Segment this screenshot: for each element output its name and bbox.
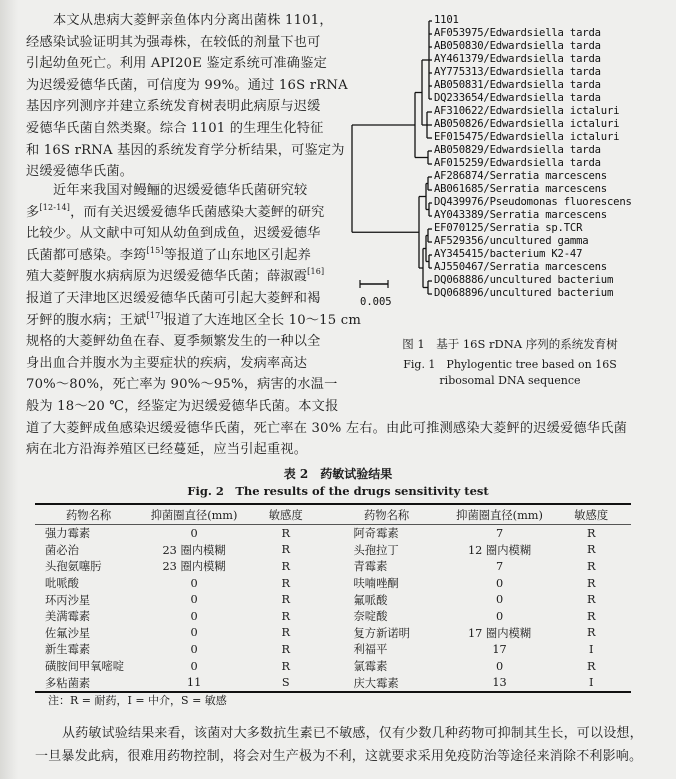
cell-drug-name: 青霉素 [353,560,388,574]
cell-drug-name: 氯霉素 [353,660,388,674]
text-span: 报道了大连地区全长 10～15 cm [163,312,362,328]
table-title-cn: 表 2 药敏试验结果 [283,467,393,481]
cell-drug-name: 呋喃唑酮 [353,577,399,591]
text-line: 迟缓爱德华氏菌。 [26,164,134,180]
text-line: 报道了天津地区迟缓爱德华氏菌可引起大菱鲆和褐 [26,290,321,306]
cell-sensitivity: R [281,526,290,540]
tree-leaf-label: DQ068886/uncultured bacterium [434,274,614,286]
text-line: 身出血合并腹水为主要症状的疾病，发病率高达 [26,355,308,371]
cell-drug-name: 庆大霉素 [325,674,447,692]
cell-sensitivity: R [281,626,290,640]
tree-leaf-label: AF015259/Edwardsiella tarda [434,157,601,169]
cell-sensitivity: R [281,559,290,573]
table-row [35,525,631,542]
text-span: 牙鲆的腹水病；王斌 [26,312,147,328]
text-span: 氏菌都可感染。李筠 [26,247,147,263]
citation-ref[interactable]: [12-14] [39,202,71,212]
scale-bar-label: 0.005 [360,296,392,308]
cell-diameter: 23 圈内模糊 [162,543,226,557]
text-line: 70%～80%，死亡率为 90%～95%，病害的水温一 [26,377,338,393]
drug-sensitivity-table [35,503,631,693]
cell-diameter: 0 [495,609,504,623]
col-header-drug: 药物名称 [325,504,447,525]
cell-sensitivity: R [281,576,290,590]
cell-drug-name: 头孢拉丁 [353,543,399,557]
table-row [35,641,631,658]
table-row [35,625,631,642]
text-span: 等报道了山东地区引起养 [163,247,311,263]
cell-drug-name: 奈啶酸 [353,610,388,624]
cell-diameter: 17 [492,642,507,656]
tree-leaf-label: DQ068896/uncultured bacterium [434,287,614,299]
cell-sensitivity: R [586,576,596,590]
tree-leaf-label: AF286874/Serratia marcescens [434,170,607,182]
paragraph-conclusion [35,722,665,768]
tree-leaf-label: 1101 [434,14,459,26]
citation-ref[interactable]: [17] [146,310,164,320]
text-line: 本文从患病大菱鲆亲鱼体内分离出菌株 1101， [53,13,333,28]
text-line [26,310,362,332]
tree-leaf-label: AB050826/Edwardsiella ictaluri [434,118,620,130]
text-line: 爱德华氏菌自然类聚。综合 1101 的生理生化特征 [26,120,324,136]
cell-diameter: 0 [495,576,504,590]
cell-sensitivity: R [586,609,596,623]
tree-leaf-label: AB050829/Edwardsiella tarda [434,144,601,156]
text-line: 规格的大菱鲆幼鱼在春、夏季频繁发生的一种以全 [26,334,321,350]
cell-sensitivity: R [586,593,596,607]
cell-diameter: 0 [190,609,198,623]
tree-leaf-label: EF070125/Serratia sp.TCR [434,222,583,234]
figure-caption-en: Fig. 1 Phylogentic tree based on 16S [403,358,617,371]
text-line [26,266,331,288]
table-title-en: Fig. 2 The results of the drugs sensitivity test [187,484,489,498]
cell-diameter: 12 圈内模糊 [467,543,532,557]
tree-leaf-label: DQ233654/Edwardsiella tarda [434,92,601,104]
citation-ref[interactable]: [15] [146,245,164,255]
cell-diameter: 17 圈内模糊 [467,626,532,640]
cell-sensitivity: S [246,674,326,692]
cell-sensitivity: R [281,593,290,607]
cell-diameter: 0 [190,526,198,540]
figure-caption-cn: 图 1 基于 16S rDNA 序列的系统发育树 [402,337,618,351]
cell-diameter: 7 [495,559,504,573]
page-edge-shadow [0,0,18,779]
tree-leaf-label: AY345415/bacterium K2-47 [434,248,583,260]
cell-diameter: 13 [448,674,552,692]
col-header-drug: 药物名称 [35,504,142,525]
cell-sensitivity: R [281,543,290,557]
cell-sensitivity: R [586,626,596,640]
col-header-diameter: 抑菌圈直径(mm) [448,504,552,525]
cell-drug-name: 磺胺间甲氧嘧啶 [45,660,125,674]
cell-sensitivity: R [586,559,596,573]
phylogenetic-tree-figure [350,12,676,312]
figure-caption-en-cont: ribosomal DNA sequence [439,374,581,387]
text-line: 引起幼鱼死亡。利用 API20E 鉴定系统可准确鉴定 [26,56,327,72]
table-header-row [35,504,631,525]
cell-drug-name: 美满霉素 [45,610,91,624]
text-line: 基因序列测序并建立系统发育树表明此病原与迟缓 [26,99,321,115]
text-span: 殖大菱鲆腹水病病原为迟缓爱德华氏菌；薛淑霞 [26,269,308,285]
text-line: 病在北方沿海养殖区已经蔓延，应当引起重视。 [26,442,308,458]
cell-diameter: 23 圈内模糊 [162,560,226,574]
cell-sensitivity: I [551,674,631,692]
tree-leaf-label: AY043389/Serratia marcescens [434,209,607,221]
text-line [26,245,331,267]
table-row [35,674,631,692]
cell-drug-name: 氟哌酸 [353,593,388,607]
cell-drug-name: 复方新诺明 [353,626,410,640]
text-line: 般为 18～20 ℃，经鉴定为迟缓爱德华氏菌。本文报 [26,398,339,414]
tree-branches [350,12,440,312]
table-row [35,575,631,592]
tree-leaf-label: AJ550467/Serratia marcescens [434,261,607,273]
cell-diameter: 0 [190,659,198,673]
col-header-sensitivity: 敏感度 [246,504,326,525]
cell-drug-name: 环丙沙星 [45,593,91,607]
table-note: 注：R = 耐药，I = 中介，S = 敏感 [48,694,227,707]
cell-diameter: 0 [495,659,504,673]
text-line: 从药敏试验结果来看，该菌对大多数抗生素已不敏感，仅有少数几种药物可抑制其生长，可以设想， [62,726,643,741]
tree-leaf-label: AF529356/uncultured gamma [434,235,589,247]
cell-diameter: 0 [190,593,198,607]
cell-sensitivity: R [281,642,290,656]
cell-sensitivity: R [281,659,290,673]
cell-diameter: 0 [190,626,198,640]
cell-diameter: 0 [495,593,504,607]
cell-diameter: 0 [190,576,198,590]
table-row [35,658,631,675]
cell-sensitivity: R [586,526,596,540]
cell-sensitivity: I [588,642,594,656]
tree-leaf-label: AF053975/Edwardsiella tarda [434,27,601,39]
table-row [35,558,631,575]
text-span: 多 [26,204,40,220]
cell-drug-name: 新生霉素 [45,643,91,657]
text-span: ，而有关迟缓爱德华氏菌感染大菱鲆的研究 [70,204,325,220]
tree-leaf-label: AF310622/Edwardsiella ictaluri [434,105,620,117]
tree-leaf-label: AY461379/Edwardsiella tarda [434,53,601,65]
text-line: 近年来我国对鳗鲡的迟缓爱德华氏菌研究较 [53,183,308,198]
tree-leaf-label: AB050830/Edwardsiella tarda [434,40,601,52]
cell-diameter: 7 [495,526,504,540]
tree-leaf-label: EF015475/Edwardsiella ictaluri [434,131,620,143]
citation-ref[interactable]: [16] [307,267,325,277]
tree-leaf-label: DQ439976/Pseudomonas fluorescens [434,196,632,208]
text-line: 为迟缓爱德华氏菌，可信度为 99%。通过 16S rRNA [26,77,348,93]
table-row [35,591,631,608]
text-line [26,202,331,224]
cell-drug-name: 佐氟沙星 [45,626,91,640]
cell-drug-name: 强力霉素 [45,527,91,541]
table-row [35,608,631,625]
cell-drug-name: 多粘菌素 [35,674,142,692]
tree-leaf-label: AB050831/Edwardsiella tarda [434,79,601,91]
cell-drug-name: 阿奇霉素 [353,527,399,541]
paragraph-identification [26,10,348,183]
text-line: 和 16S rRNA 基因的系统发育学分析结果，可鉴定为 [26,142,345,158]
cell-sensitivity: R [281,609,290,623]
table-row [35,542,631,559]
text-line: 经感染试验证明其为强毒株，在较低的剂量下也可 [26,34,321,50]
cell-diameter: 11 [142,674,246,692]
tree-leaf-label: AB061685/Serratia marcescens [434,183,607,195]
cell-diameter: 0 [190,642,198,656]
cell-drug-name: 利福平 [353,643,388,657]
text-line: 比较少。从文献中可知从幼鱼到成鱼，迟缓爱德华 [26,226,321,242]
cell-sensitivity: R [586,543,596,557]
col-header-sensitivity: 敏感度 [551,504,631,525]
cell-sensitivity: R [586,659,596,673]
cell-drug-name: 菌必治 [45,543,79,557]
tree-leaf-label: AY775313/Edwardsiella tarda [434,66,601,78]
text-line: 道了大菱鲆成鱼感染迟缓爱德华氏菌，死亡率在 30% 左右。由此可推测感染大菱鲆的迟缓爱德华氏菌 [26,420,627,436]
cell-drug-name: 头孢氨噻肟 [45,560,102,574]
text-line: 一旦暴发此病，很难用药物控制，将会对生产极为不利，这就要求采用免疫防治等途径来消除不利影响。 [35,749,643,764]
cell-drug-name: 吡哌酸 [45,577,79,591]
col-header-diameter: 抑菌圈直径(mm) [142,504,246,525]
